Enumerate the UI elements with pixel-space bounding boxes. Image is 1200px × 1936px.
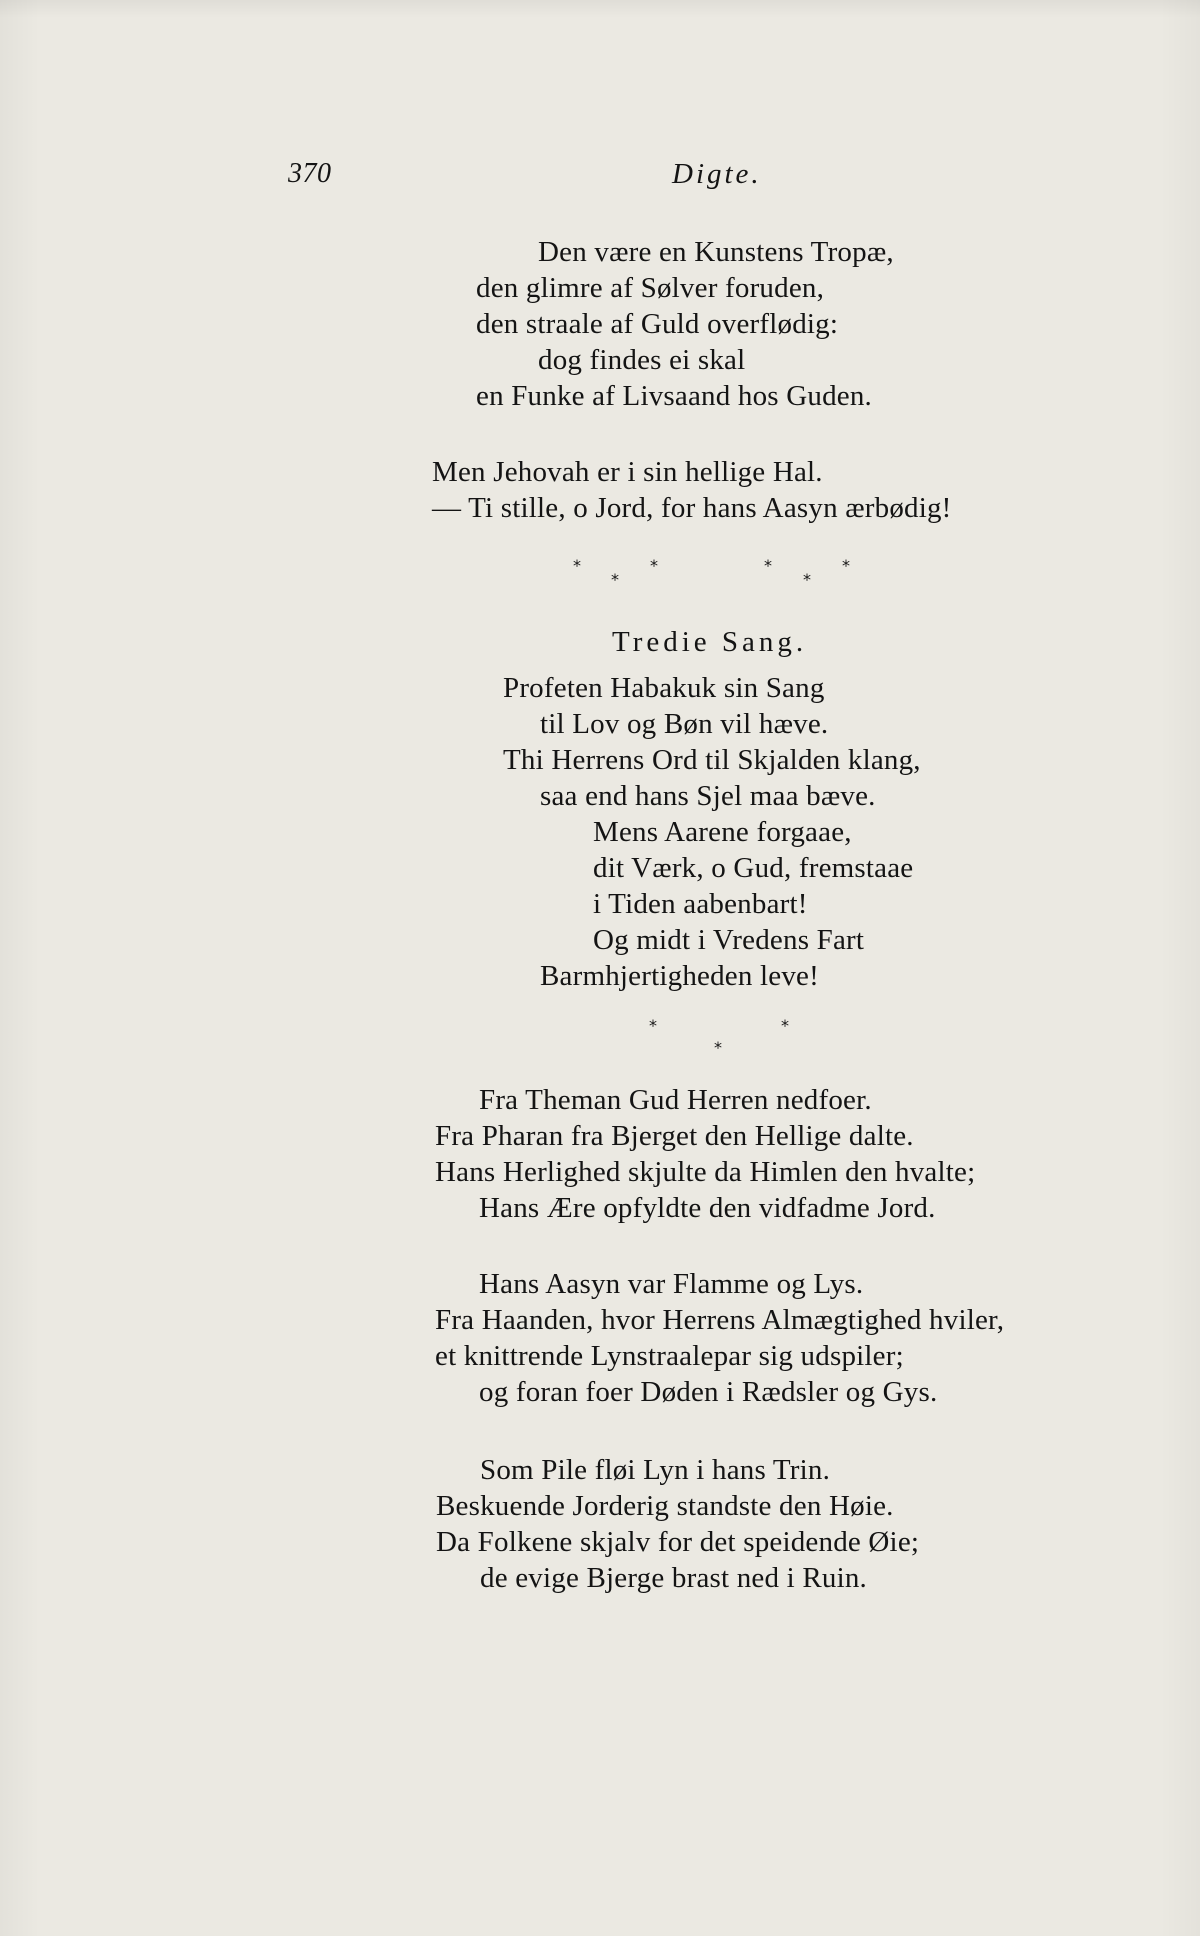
verse-line: Mens Aarene forgaae,	[593, 816, 852, 848]
asterisk: *	[649, 1016, 657, 1035]
verse-line: Hans Ære opfyldte den vidfadme Jord.	[479, 1192, 936, 1224]
verse-line: til Lov og Bøn vil hæve.	[540, 708, 829, 740]
verse-line: Hans Herlighed skjulte da Himlen den hvalte;	[435, 1156, 976, 1188]
asterisk: *	[764, 556, 772, 575]
section-title: Tredie Sang.	[612, 626, 808, 658]
verse-line: dog findes ei skal	[538, 344, 746, 376]
verse-line: en Funke af Livsaand hos Guden.	[476, 380, 873, 412]
verse-line: — Ti stille, o Jord, for hans Aasyn ærbødig!	[432, 492, 952, 524]
verse-line: Barmhjertigheden leve!	[540, 960, 819, 992]
verse-line: Den være en Kunstens Tropæ,	[538, 236, 894, 268]
running-head	[0, 158, 1200, 202]
verse-line: og foran foer Døden i Rædsler og Gys.	[479, 1376, 938, 1408]
running-title: Digte.	[672, 158, 762, 190]
verse-line: et knittrende Lynstraalepar sig udspiler;	[435, 1340, 904, 1372]
verse-line: Og midt i Vredens Fart	[593, 924, 865, 956]
asterisk: *	[781, 1016, 789, 1035]
verse-line: dit Værk, o Gud, fremstaae	[593, 852, 914, 884]
verse-line: Fra Theman Gud Herren nedfoer.	[479, 1084, 872, 1116]
asterisk: *	[611, 570, 619, 589]
verse-line: den straale af Guld overflødig:	[476, 308, 839, 340]
asterisk: *	[803, 570, 811, 589]
verse-line: Fra Pharan fra Bjerget den Hellige dalte.	[435, 1120, 914, 1152]
asterisk: *	[842, 556, 850, 575]
verse-line: saa end hans Sjel maa bæve.	[540, 780, 876, 812]
verse-line: Beskuende Jorderig standste den Høie.	[436, 1490, 894, 1522]
verse-line: Fra Haanden, hvor Herrens Almægtighed hviler,	[435, 1304, 1005, 1336]
verse-line: Da Folkene skjalv for det speidende Øie;	[436, 1526, 920, 1558]
verse-line: i Tiden aabenbart!	[593, 888, 808, 920]
verse-line: Men Jehovah er i sin hellige Hal.	[432, 456, 823, 488]
asterisk: *	[714, 1038, 722, 1057]
asterisk: *	[573, 556, 581, 575]
verse-line: Thi Herrens Ord til Skjalden klang,	[503, 744, 921, 776]
asterisk: *	[650, 556, 658, 575]
verse-line: de evige Bjerge brast ned i Ruin.	[480, 1562, 867, 1594]
verse-line: Profeten Habakuk sin Sang	[503, 672, 825, 704]
verse-line: den glimre af Sølver foruden,	[476, 272, 825, 304]
verse-line: Som Pile fløi Lyn i hans Trin.	[480, 1454, 831, 1486]
page-number: 370	[288, 158, 332, 189]
verse-line: Hans Aasyn var Flamme og Lys.	[479, 1268, 864, 1300]
